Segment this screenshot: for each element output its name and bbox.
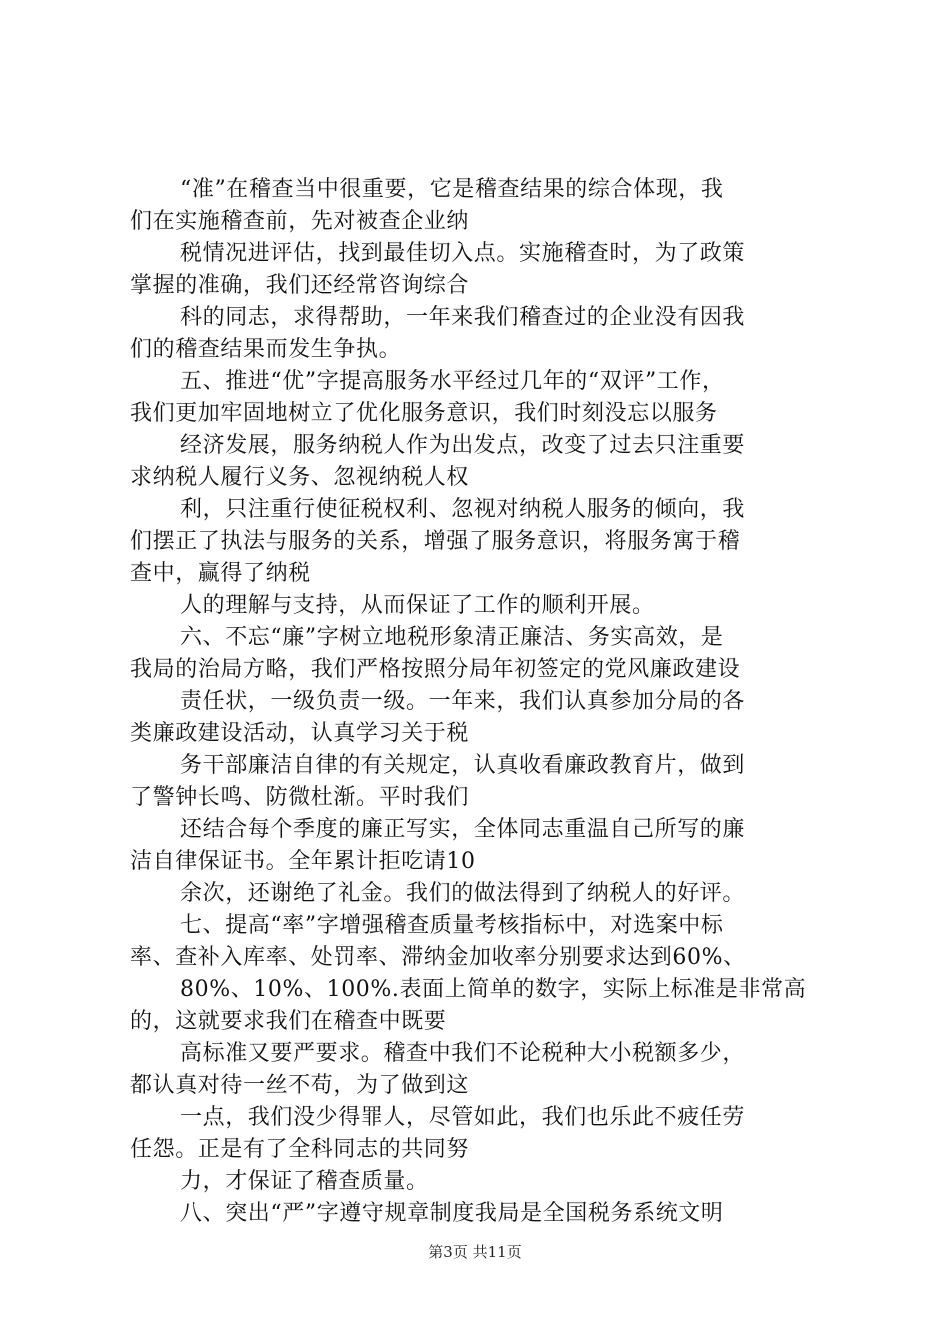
- text-line: 一点，我们没少得罪人，尽管如此，我们也乐此不疲任劳: [180, 1105, 746, 1130]
- text-line: 类廉政建设活动，认真学习关于税: [130, 721, 470, 746]
- text-line: 都认真对待一丝不苟，为了做到这: [130, 1073, 470, 1098]
- text-line: 们摆正了执法与服务的关系，增强了服务意识，将服务寓于稽: [130, 529, 741, 554]
- page-footer: 第3页 共11页: [428, 1243, 522, 1261]
- text-line: 们在实施稽查前，先对被查企业纳: [130, 209, 470, 234]
- document-body: [130, 174, 830, 1230]
- text-line: 求纳税人履行义务、忽视纳税人权: [130, 465, 470, 490]
- text-line: 务干部廉洁自律的有关规定，认真收看廉政教育片，做到: [180, 753, 746, 778]
- text-line: 七、提高“率”字增强稽查质量考核指标中，对选案中标: [180, 913, 724, 938]
- text-line: 任怨。正是有了全科同志的共同努: [130, 1137, 470, 1162]
- text-line: 余次，还谢绝了礼金。我们的做法得到了纳税人的好评。: [180, 881, 746, 906]
- text-line: 五、推进“优”字提高服务水平经过几年的“双评”工作，: [180, 369, 725, 394]
- text-line: 科的同志，求得帮助，一年来我们稽查过的企业没有因我: [180, 305, 746, 330]
- text-line: 80%、10%、100%.表面上简单的数字，实际上标准是非常高: [180, 977, 807, 1002]
- text-line: 了警钟长鸣、防微杜渐。平时我们: [130, 785, 470, 810]
- text-line: 率、查补入库率、处罚率、滞纳金加收率分别要求达到60%、: [130, 945, 746, 970]
- text-line: 责任状，一级负责一级。一年来，我们认真参加分局的各: [180, 689, 746, 714]
- text-line: 高标准又要严要求。稽查中我们不论税种大小税额多少，: [180, 1041, 746, 1066]
- text-line: 八、突出“严”字遵守规章制度我局是全国税务系统文明: [180, 1201, 724, 1226]
- text-line: 经济发展，服务纳税人作为出发点，改变了过去只注重要: [180, 433, 746, 458]
- text-line: 人的理解与支持，从而保证了工作的顺利开展。: [180, 593, 655, 618]
- text-line: 六、不忘“廉”字树立地税形象清正廉洁、务实高效，是: [180, 625, 724, 650]
- text-line: 我们更加牢固地树立了优化服务意识，我们时刻没忘以服务: [130, 401, 718, 426]
- text-line: 利，只注重行使征税权利、忽视对纳税人服务的倾向，我: [180, 497, 746, 522]
- text-line: 我局的治局方略，我们严格按照分局年初签定的党风廉政建设: [130, 657, 741, 682]
- text-line: 还结合每个季度的廉正写实，全体同志重温自己所写的廉: [180, 817, 746, 842]
- text-line: 掌握的准确，我们还经常咨询综合: [130, 273, 470, 298]
- text-line: 力，才保证了稽查质量。: [180, 1169, 429, 1194]
- text-line: 查中，赢得了纳税: [130, 561, 311, 586]
- text-line: 税情况进评估，找到最佳切入点。实施稽查时，为了政策: [180, 241, 746, 266]
- text-line: “准”在稽查当中很重要，它是稽查结果的综合体现，我: [180, 177, 724, 202]
- text-line: 洁自律保证书。全年累计拒吃请10: [130, 849, 476, 874]
- text-line: 们的稽查结果而发生争执。: [130, 337, 402, 362]
- text-line: 的，这就要求我们在稽查中既要: [130, 1009, 447, 1034]
